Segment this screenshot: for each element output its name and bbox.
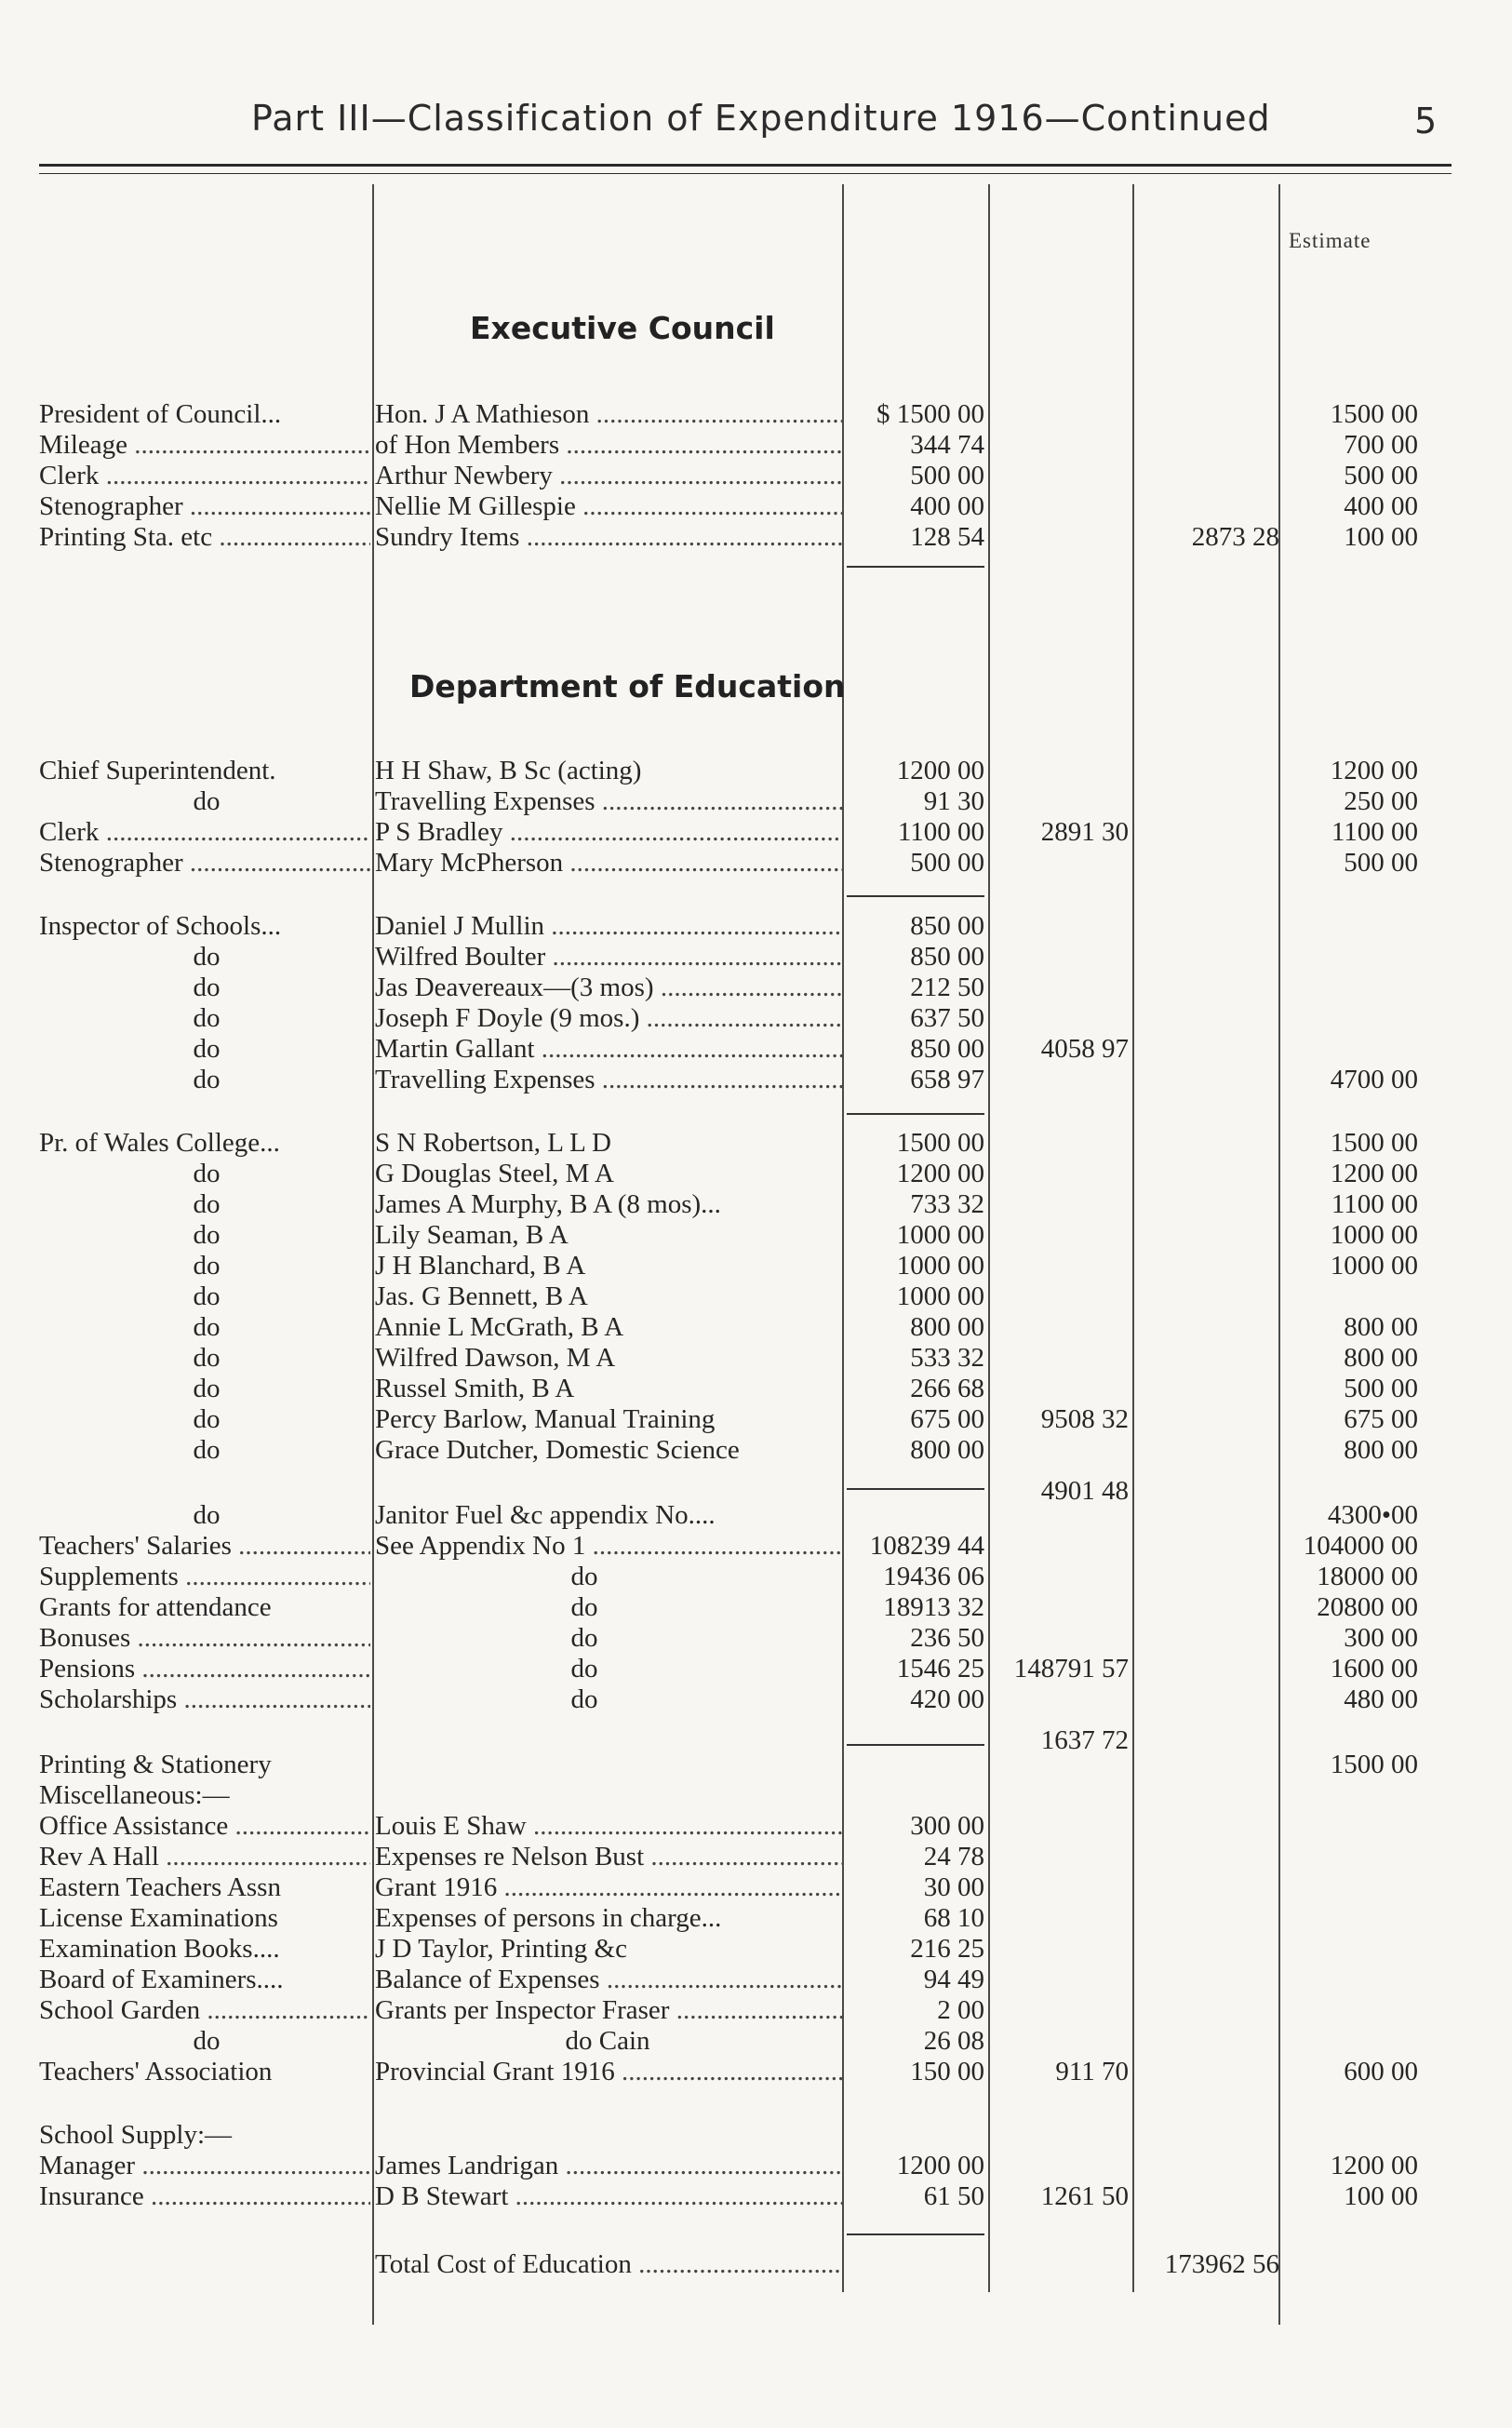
sum-rule — [847, 1488, 984, 1490]
row-description: do — [570, 1623, 598, 1653]
row-label: Grants for attendance — [39, 1592, 272, 1622]
row-label: Inspector of Schools... — [39, 911, 282, 941]
row-description: Annie L McGrath, B A — [375, 1312, 624, 1342]
row-subtotal: 4058 97 — [1040, 1034, 1129, 1064]
table-row — [0, 847, 1512, 879]
table-row — [0, 1684, 1512, 1715]
sum-rule — [847, 2233, 984, 2235]
row-label: Office Assistance ..... — [39, 1810, 370, 1842]
table-row — [0, 755, 1512, 786]
table-row — [0, 1994, 1512, 2026]
row-description: Grant 1916 ..... — [375, 1871, 842, 1903]
row-label: License Examinations — [39, 1903, 278, 1933]
table-row — [0, 2180, 1512, 2212]
row-subtotal: 911 70 — [1055, 2057, 1129, 2086]
row-estimate: 250 00 — [1344, 786, 1418, 816]
table-row — [0, 1530, 1512, 1562]
row-description: Wilfred Boulter ..... — [375, 941, 842, 973]
sum-rule — [847, 1744, 984, 1746]
row-description: D B Stewart ..... — [375, 2180, 842, 2212]
estimate-column-header: Estimate — [1289, 229, 1372, 252]
row-label: do — [193, 786, 221, 816]
table-row — [0, 2248, 1512, 2280]
row-amount: 91 30 — [923, 786, 984, 816]
row-estimate: 500 00 — [1344, 461, 1418, 490]
table-row — [0, 1841, 1512, 1872]
row-amount: 30 00 — [923, 1872, 984, 1902]
row-estimate: 800 00 — [1344, 1435, 1418, 1465]
row-label: Manager ..... — [39, 2150, 370, 2181]
table-row — [0, 460, 1512, 491]
row-total: 2873 28 — [1191, 522, 1279, 552]
row-description: Balance of Expenses ..... — [375, 1964, 842, 1995]
row-label: do — [193, 1220, 221, 1250]
row-amount: $ 1500 00 — [876, 399, 984, 429]
row-amount: 1000 00 — [896, 1251, 984, 1281]
row-amount: 1200 00 — [896, 2151, 984, 2180]
row-label: do — [193, 1374, 221, 1403]
row-amount: 1000 00 — [896, 1220, 984, 1250]
row-estimate: 4700 00 — [1330, 1065, 1418, 1094]
table-row — [0, 941, 1512, 973]
row-label: do — [193, 1159, 221, 1188]
page-number: 5 — [1414, 101, 1438, 141]
row-estimate: 1200 00 — [1330, 1159, 1418, 1188]
row-amount: 94 49 — [923, 1965, 984, 1994]
row-label: Clerk ..... — [39, 816, 370, 848]
row-amount: 1000 00 — [896, 1281, 984, 1311]
row-description: do — [570, 1654, 598, 1684]
row-amount: 212 50 — [910, 973, 984, 1002]
row-estimate: 4300•00 — [1327, 1500, 1418, 1530]
row-amount: 420 00 — [910, 1684, 984, 1714]
row-amount: 266 68 — [910, 1374, 984, 1403]
table-row — [0, 429, 1512, 461]
row-description: of Hon Members ..... — [375, 429, 842, 461]
row-label: School Garden ..... — [39, 1994, 370, 2026]
page-title: Part III—Classification of Expenditure 1916—Continued — [251, 98, 1271, 139]
row-label: Mileage ..... — [39, 429, 370, 461]
row-amount: 300 00 — [910, 1811, 984, 1841]
row-amount: 1500 00 — [896, 1128, 984, 1158]
row-description: Daniel J Mullin ..... — [375, 910, 842, 942]
table-row — [0, 1250, 1512, 1281]
row-description: James A Murphy, B A (8 mos)... — [375, 1189, 721, 1219]
row-label: President of Council... — [39, 399, 282, 429]
row-label: do — [193, 1343, 221, 1373]
table-row — [0, 2025, 1512, 2057]
row-amount: 500 00 — [910, 848, 984, 878]
table-row — [0, 1810, 1512, 1842]
table-row — [0, 1342, 1512, 1374]
row-label: do — [193, 1034, 221, 1064]
row-label: Stenographer ..... — [39, 847, 370, 879]
table-row — [0, 521, 1512, 553]
row-amount: 658 97 — [910, 1065, 984, 1094]
table-row — [0, 1561, 1512, 1592]
row-description: Russel Smith, B A — [375, 1374, 575, 1403]
row-description: Mary McPherson ..... — [375, 847, 842, 879]
table-row — [0, 816, 1512, 848]
row-amount: 19436 06 — [883, 1562, 984, 1591]
table-row — [0, 1033, 1512, 1065]
row-description: Sundry Items ..... — [375, 521, 842, 553]
row-label: do — [193, 1003, 221, 1033]
subtotal-value: 4901 48 — [1040, 1476, 1129, 1506]
table-row — [0, 1871, 1512, 1903]
row-subtotal: 9508 32 — [1040, 1404, 1129, 1434]
row-description: do Cain — [565, 2026, 650, 2056]
row-estimate: 600 00 — [1344, 2057, 1418, 2086]
row-description: Total Cost of Education ..... — [375, 2248, 842, 2280]
row-estimate: 1500 00 — [1330, 1128, 1418, 1158]
row-estimate: 100 00 — [1344, 2181, 1418, 2211]
row-description: G Douglas Steel, M A — [375, 1159, 614, 1188]
row-estimate: 1100 00 — [1331, 817, 1418, 847]
row-subtotal: 2891 30 — [1040, 817, 1129, 847]
table-row — [0, 1933, 1512, 1965]
row-amount: 800 00 — [910, 1312, 984, 1342]
row-description: do — [570, 1592, 598, 1622]
table-row — [0, 1964, 1512, 1995]
row-amount: 18913 32 — [883, 1592, 984, 1622]
row-estimate: 18000 00 — [1317, 1562, 1418, 1591]
table-row — [0, 1002, 1512, 1034]
row-label: Bonuses ..... — [39, 1622, 370, 1654]
row-description: Provincial Grant 1916 ..... — [375, 2056, 842, 2087]
table-row — [0, 2119, 1512, 2151]
row-label: do — [193, 1500, 221, 1530]
row-description: Janitor Fuel &c appendix No.... — [375, 1500, 716, 1530]
table-row — [0, 398, 1512, 430]
row-description: Grants per Inspector Fraser ..... — [375, 1994, 842, 2026]
row-estimate: 1000 00 — [1330, 1251, 1418, 1281]
row-label: Eastern Teachers Assn — [39, 1872, 281, 1902]
table-row — [0, 1779, 1512, 1811]
row-amount: 850 00 — [910, 1034, 984, 1064]
header-rule-thin — [39, 173, 1452, 174]
row-amount: 675 00 — [910, 1404, 984, 1434]
row-description: P S Bradley ..... — [375, 816, 842, 848]
row-label: Teachers' Salaries ..... — [39, 1530, 370, 1562]
row-amount: 800 00 — [910, 1435, 984, 1465]
row-estimate: 1200 00 — [1330, 2151, 1418, 2180]
row-label: Rev A Hall ..... — [39, 1841, 370, 1872]
table-row — [0, 1311, 1512, 1343]
row-amount: 216 25 — [910, 1934, 984, 1964]
row-estimate: 500 00 — [1344, 1374, 1418, 1403]
table-row — [0, 1188, 1512, 1220]
row-amount: 637 50 — [910, 1003, 984, 1033]
table-row — [0, 972, 1512, 1003]
row-label: Scholarships ..... — [39, 1684, 370, 1715]
subtotal-value: 1637 72 — [1040, 1725, 1129, 1755]
sum-rule — [847, 1113, 984, 1115]
row-amount: 850 00 — [910, 942, 984, 972]
sum-rule — [847, 895, 984, 897]
row-amount: 733 32 — [910, 1189, 984, 1219]
row-label: do — [193, 1189, 221, 1219]
table-row — [0, 1158, 1512, 1189]
row-label: Miscellaneous:— — [39, 1780, 230, 1810]
table-row — [0, 1434, 1512, 1466]
row-amount: 108239 44 — [869, 1531, 984, 1561]
row-amount: 400 00 — [910, 491, 984, 521]
row-description: do — [570, 1562, 598, 1591]
row-description: Percy Barlow, Manual Training — [375, 1404, 716, 1434]
row-description: Jas Deavereaux—(3 mos) ..... — [375, 972, 842, 1003]
row-estimate: 500 00 — [1344, 848, 1418, 878]
row-label: School Supply:— — [39, 2120, 233, 2150]
table-row — [0, 1622, 1512, 1654]
row-label: do — [193, 1312, 221, 1342]
row-description: J D Taylor, Printing &c — [375, 1934, 627, 1964]
row-amount: 850 00 — [910, 911, 984, 941]
row-label: do — [193, 1404, 221, 1434]
table-row — [0, 1281, 1512, 1312]
row-amount: 344 74 — [910, 430, 984, 460]
row-description: Jas. G Bennett, B A — [375, 1281, 588, 1311]
row-label: do — [193, 1065, 221, 1094]
row-estimate: 104000 00 — [1303, 1531, 1418, 1561]
row-estimate: 1000 00 — [1330, 1220, 1418, 1250]
row-description: Wilfred Dawson, M A — [375, 1343, 616, 1373]
row-amount: 61 50 — [923, 2181, 984, 2211]
table-row — [0, 2150, 1512, 2181]
row-description: Grace Dutcher, Domestic Science — [375, 1435, 740, 1465]
row-label: do — [193, 2026, 221, 2056]
row-description: See Appendix No 1 ..... — [375, 1530, 842, 1562]
row-label: Printing Sta. etc ..... — [39, 521, 370, 553]
row-estimate: 480 00 — [1344, 1684, 1418, 1714]
row-label: do — [193, 942, 221, 972]
header-rule-thick — [39, 164, 1452, 167]
row-description: S N Robertson, L L D — [375, 1128, 612, 1158]
table-row — [0, 1403, 1512, 1435]
row-estimate: 1100 00 — [1331, 1189, 1418, 1219]
row-description: James Landrigan ..... — [375, 2150, 842, 2181]
row-label: Printing & Stationery — [39, 1750, 272, 1779]
table-row — [0, 1653, 1512, 1684]
row-description: Nellie M Gillespie ..... — [375, 490, 842, 522]
row-label: do — [193, 1251, 221, 1281]
row-estimate: 1200 00 — [1330, 756, 1418, 785]
row-estimate: 675 00 — [1344, 1404, 1418, 1434]
table-row — [0, 2056, 1512, 2087]
row-description: Martin Gallant ..... — [375, 1033, 842, 1065]
row-description: do — [570, 1684, 598, 1714]
row-amount: 1200 00 — [896, 756, 984, 785]
row-amount: 1100 00 — [897, 817, 984, 847]
row-label: do — [193, 1435, 221, 1465]
table-row — [0, 910, 1512, 942]
row-amount: 24 78 — [923, 1842, 984, 1871]
row-label: Examination Books.... — [39, 1934, 280, 1964]
row-label: Pr. of Wales College... — [39, 1128, 280, 1158]
row-subtotal: 148791 57 — [1013, 1654, 1129, 1684]
table-row — [0, 490, 1512, 522]
row-description: J H Blanchard, B A — [375, 1251, 586, 1281]
row-amount: 68 10 — [923, 1903, 984, 1933]
row-label: Supplements ..... — [39, 1561, 370, 1592]
row-label: Clerk ..... — [39, 460, 370, 491]
row-estimate: 1600 00 — [1330, 1654, 1418, 1684]
row-estimate: 1500 00 — [1330, 1750, 1418, 1779]
table-row — [0, 1219, 1512, 1251]
row-description: Louis E Shaw ..... — [375, 1810, 842, 1842]
row-estimate: 300 00 — [1344, 1623, 1418, 1653]
row-description: Hon. J A Mathieson ..... — [375, 398, 842, 430]
row-amount: 1546 25 — [896, 1654, 984, 1684]
row-estimate: 100 00 — [1344, 522, 1418, 552]
row-amount: 1200 00 — [896, 1159, 984, 1188]
table-row — [0, 1591, 1512, 1623]
row-amount: 236 50 — [910, 1623, 984, 1653]
table-row — [0, 1064, 1512, 1095]
row-label: Pensions ..... — [39, 1653, 370, 1684]
row-description: Travelling Expenses ..... — [375, 1064, 842, 1095]
row-description: Joseph F Doyle (9 mos.) ..... — [375, 1002, 842, 1034]
row-label: Board of Examiners.... — [39, 1965, 284, 1994]
row-estimate: 20800 00 — [1317, 1592, 1418, 1622]
row-estimate: 400 00 — [1344, 491, 1418, 521]
row-label: do — [193, 973, 221, 1002]
section-heading-department-of-education: Department of Education — [409, 668, 846, 704]
row-label: Stenographer ..... — [39, 490, 370, 522]
row-label: Insurance ..... — [39, 2180, 370, 2212]
row-amount: 128 54 — [910, 522, 984, 552]
row-description: Expenses of persons in charge... — [375, 1903, 722, 1933]
floating-subtotal-janitor — [0, 1475, 1512, 1507]
sum-rule — [847, 566, 984, 568]
row-label: Chief Superintendent. — [39, 756, 276, 785]
row-description: Expenses re Nelson Bust ..... — [375, 1841, 842, 1872]
table-row — [0, 1373, 1512, 1404]
row-description: Lily Seaman, B A — [375, 1220, 569, 1250]
row-amount: 2 00 — [937, 1995, 984, 2025]
row-estimate: 700 00 — [1344, 430, 1418, 460]
table-row — [0, 785, 1512, 817]
row-description: Travelling Expenses ..... — [375, 785, 842, 817]
row-total: 173962 56 — [1164, 2249, 1279, 2279]
row-description: H H Shaw, B Sc (acting) — [375, 756, 642, 785]
section-heading-executive-council: Executive Council — [470, 310, 775, 346]
row-estimate: 800 00 — [1344, 1312, 1418, 1342]
row-estimate: 800 00 — [1344, 1343, 1418, 1373]
row-description: Arthur Newbery ..... — [375, 460, 842, 491]
row-subtotal: 1261 50 — [1040, 2181, 1129, 2211]
row-amount: 500 00 — [910, 461, 984, 490]
row-label: do — [193, 1281, 221, 1311]
table-row — [0, 1902, 1512, 1934]
row-amount: 533 32 — [910, 1343, 984, 1373]
table-row — [0, 1127, 1512, 1159]
row-amount: 150 00 — [910, 2057, 984, 2086]
row-estimate: 1500 00 — [1330, 399, 1418, 429]
row-amount: 26 08 — [923, 2026, 984, 2056]
floating-subtotal-printing — [0, 1724, 1512, 1756]
row-label: Teachers' Association — [39, 2057, 273, 2086]
